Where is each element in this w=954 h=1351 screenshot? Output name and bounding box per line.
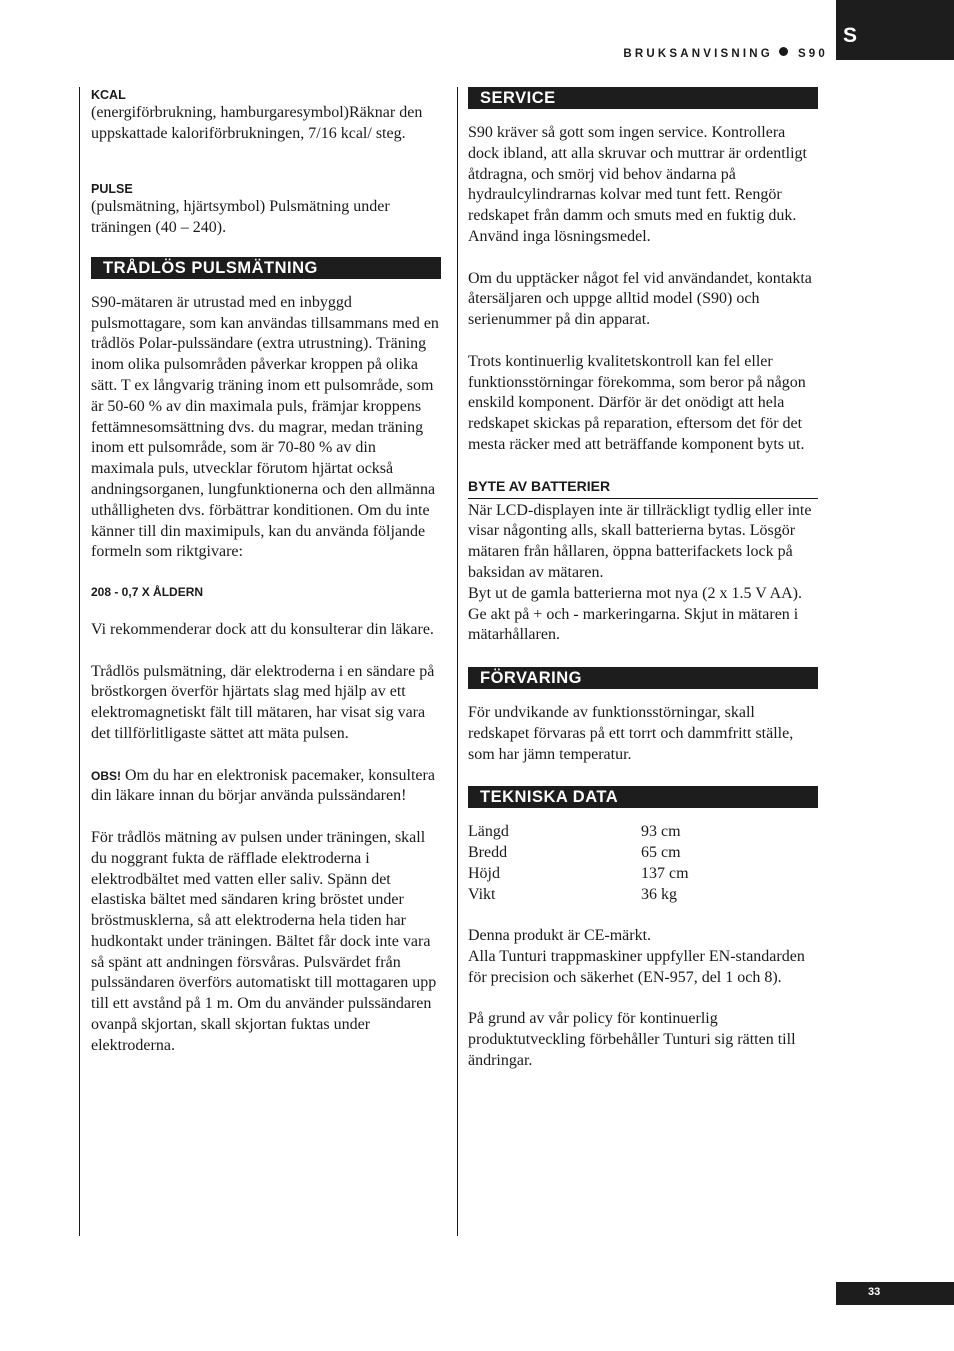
ce-paragraph: Alla Tunturi trappmaskiner uppfyller EN-standarden för precision och säkerhet (EN-957, del 1 och 8). <box>468 947 805 986</box>
spec-row <box>468 864 689 885</box>
formula: 208 - 0,7 X ÅLDERN <box>91 584 204 599</box>
recommend-text: Vi rekommenderar dock att du konsulterar din läkare. <box>91 620 434 638</box>
spec-label: Bredd <box>468 843 508 861</box>
spec-row <box>468 843 689 864</box>
left-rule <box>79 87 80 1236</box>
spec-value: 36 kg <box>641 885 677 903</box>
kcal-text: (energiförbrukning, hamburgaresymbol)Räknar den uppskattade kaloriförbrukningen, 7/16 kcal/ steg. <box>91 104 423 142</box>
ce-line: Denna produkt är CE-märkt. <box>468 927 652 945</box>
left-column <box>91 87 441 1077</box>
service-paragraph-1: S90 kräver så gott som ingen service. Kontrollera dock ibland, att alla skruvar och muttrar är ordentligt åtdragna, och smörj vid behov ändarna på hydraulcylindrarnas kolvar med tunt fett. Rengör redskapet från damm och smuts med en fuktig duk. Använd inga lösningsmedel. <box>468 124 807 245</box>
obs-label: OBS! <box>91 768 121 783</box>
tech-data-heading: TEKNISKA DATA <box>468 786 818 808</box>
spec-label: Vikt <box>468 885 496 903</box>
battery-heading: BYTE AV BATTERIER <box>468 477 818 499</box>
spec-row <box>468 885 689 906</box>
wireless-paragraph-1: S90-mätaren är utrustad med en inbyggd pulsmottagare, som kan användas tillsammans med en trådlös Polar-pulssändare (extra utrustning). Träning inom olika pulsområden påverkar kroppen på olika sätt. T ex långvarig träning inom ett pulsområde, som är 50-60 % av din maximala puls, främjar kroppens fettämnesomsättning dvs. du magrar, medan träning inom ett pulsområde, som är 70-80 % av din maximala puls, utvecklar förutom hjärtat också andningsorganen, lungfunktionerna och den allmänna uthålligheten dvs. förbättrar konditionen. Om du inte känner till din maximipuls, kan du använda följande formeln som riktgivare: <box>91 293 439 561</box>
wireless-paragraph-2: Trådlös pulsmätning, där elektroderna i en sändare på bröstkorgen överför hjärtats slag med hjälp av ett elektromagnetiskt fält till mätaren, har visat sig vara det tillförlitligaste sättet att mäta pulsen. <box>91 662 435 742</box>
storage-heading: FÖRVARING <box>468 667 818 689</box>
page-header <box>623 47 828 60</box>
spec-value: 93 cm <box>641 823 681 841</box>
obs-note <box>91 766 441 808</box>
battery-paragraph-1: När LCD-displayen inte är tillräckligt tydlig eller inte visar någonting alls, skall batterierna bytas. Lösgör mätaren från hållaren, öppna batterifackets lock på baksidan av mätaren. <box>468 501 812 581</box>
battery-paragraph-2: Byt ut de gamla batterierna mot nya (2 x 1.5 V AA). Ge akt på + och - markeringarna. Skjut in mätaren i mätarhållaren. <box>468 584 803 644</box>
wireless-heading: TRÅDLÖS PULSMÄTNING <box>91 257 441 279</box>
header-title: BRUKSANVISNING <box>623 48 773 60</box>
spec-label: Längd <box>468 823 509 841</box>
spec-row <box>468 822 689 843</box>
service-paragraph-2: Om du upptäcker något fel vid användandet, kontakta återsäljaren och uppge alltid model (S90) och serienummer på din apparat. <box>468 269 812 329</box>
service-heading: SERVICE <box>468 87 818 109</box>
language-tab: S <box>836 0 954 60</box>
spec-table <box>468 822 689 905</box>
policy-paragraph: På grund av vår policy för kontinuerlig produktutveckling förbehåller Tunturi sig rätten till ändringar. <box>468 1010 796 1069</box>
middle-rule <box>457 87 458 1236</box>
right-column <box>468 87 818 1092</box>
header-model: S90 <box>797 48 828 60</box>
service-paragraph-3: Trots kontinuerlig kvalitetskontroll kan fel eller funktionsstörningar förekomma, som beror på någon enskild komponent. Därför är det onödigt att hela redskapet skickas på reparation, eftersom det för det mesta räcker med att beträffande komponent byts ut. <box>468 352 806 453</box>
wireless-paragraph-3: För trådlös mätning av pulsen under träningen, skall du noggrant fukta de räfflade elektroderna i elektrodbältet med vatten eller saliv. Spänn det elastiska bältet med sändaren kring bröstet under bröstmusklerna, så att elektroderna hela tiden har hudkontakt under träningen. Bältet får dock inte vara så spänt att andningen försvåras. Pulsvärdet från pulssändaren överförs automatiskt till mottagaren upp till ett avstånd på 1 m. Om du använder pulssändaren ovanpå skjortan, skall skjortan fuktas under elektroderna. <box>91 828 437 1054</box>
storage-paragraph: För undvikande av funktionsstörningar, skall redskapet förvaras på ett torrt och dammfritt ställe, som har jämn temperatur. <box>468 703 794 763</box>
obs-text: Om du har en elektronisk pacemaker, konsultera din läkare innan du börjar använda pulssändaren! <box>91 766 435 805</box>
bullet-icon <box>779 47 788 56</box>
spec-value: 137 cm <box>641 864 689 882</box>
kcal-label: KCAL <box>91 88 126 102</box>
spec-label: Höjd <box>468 864 500 882</box>
page-number: 33 <box>836 1282 954 1305</box>
spec-value: 65 cm <box>641 843 681 861</box>
pulse-label: PULSE <box>91 182 133 197</box>
pulse-text: (pulsmätning, hjärtsymbol) Pulsmätning under träningen (40 – 240). <box>91 198 390 237</box>
